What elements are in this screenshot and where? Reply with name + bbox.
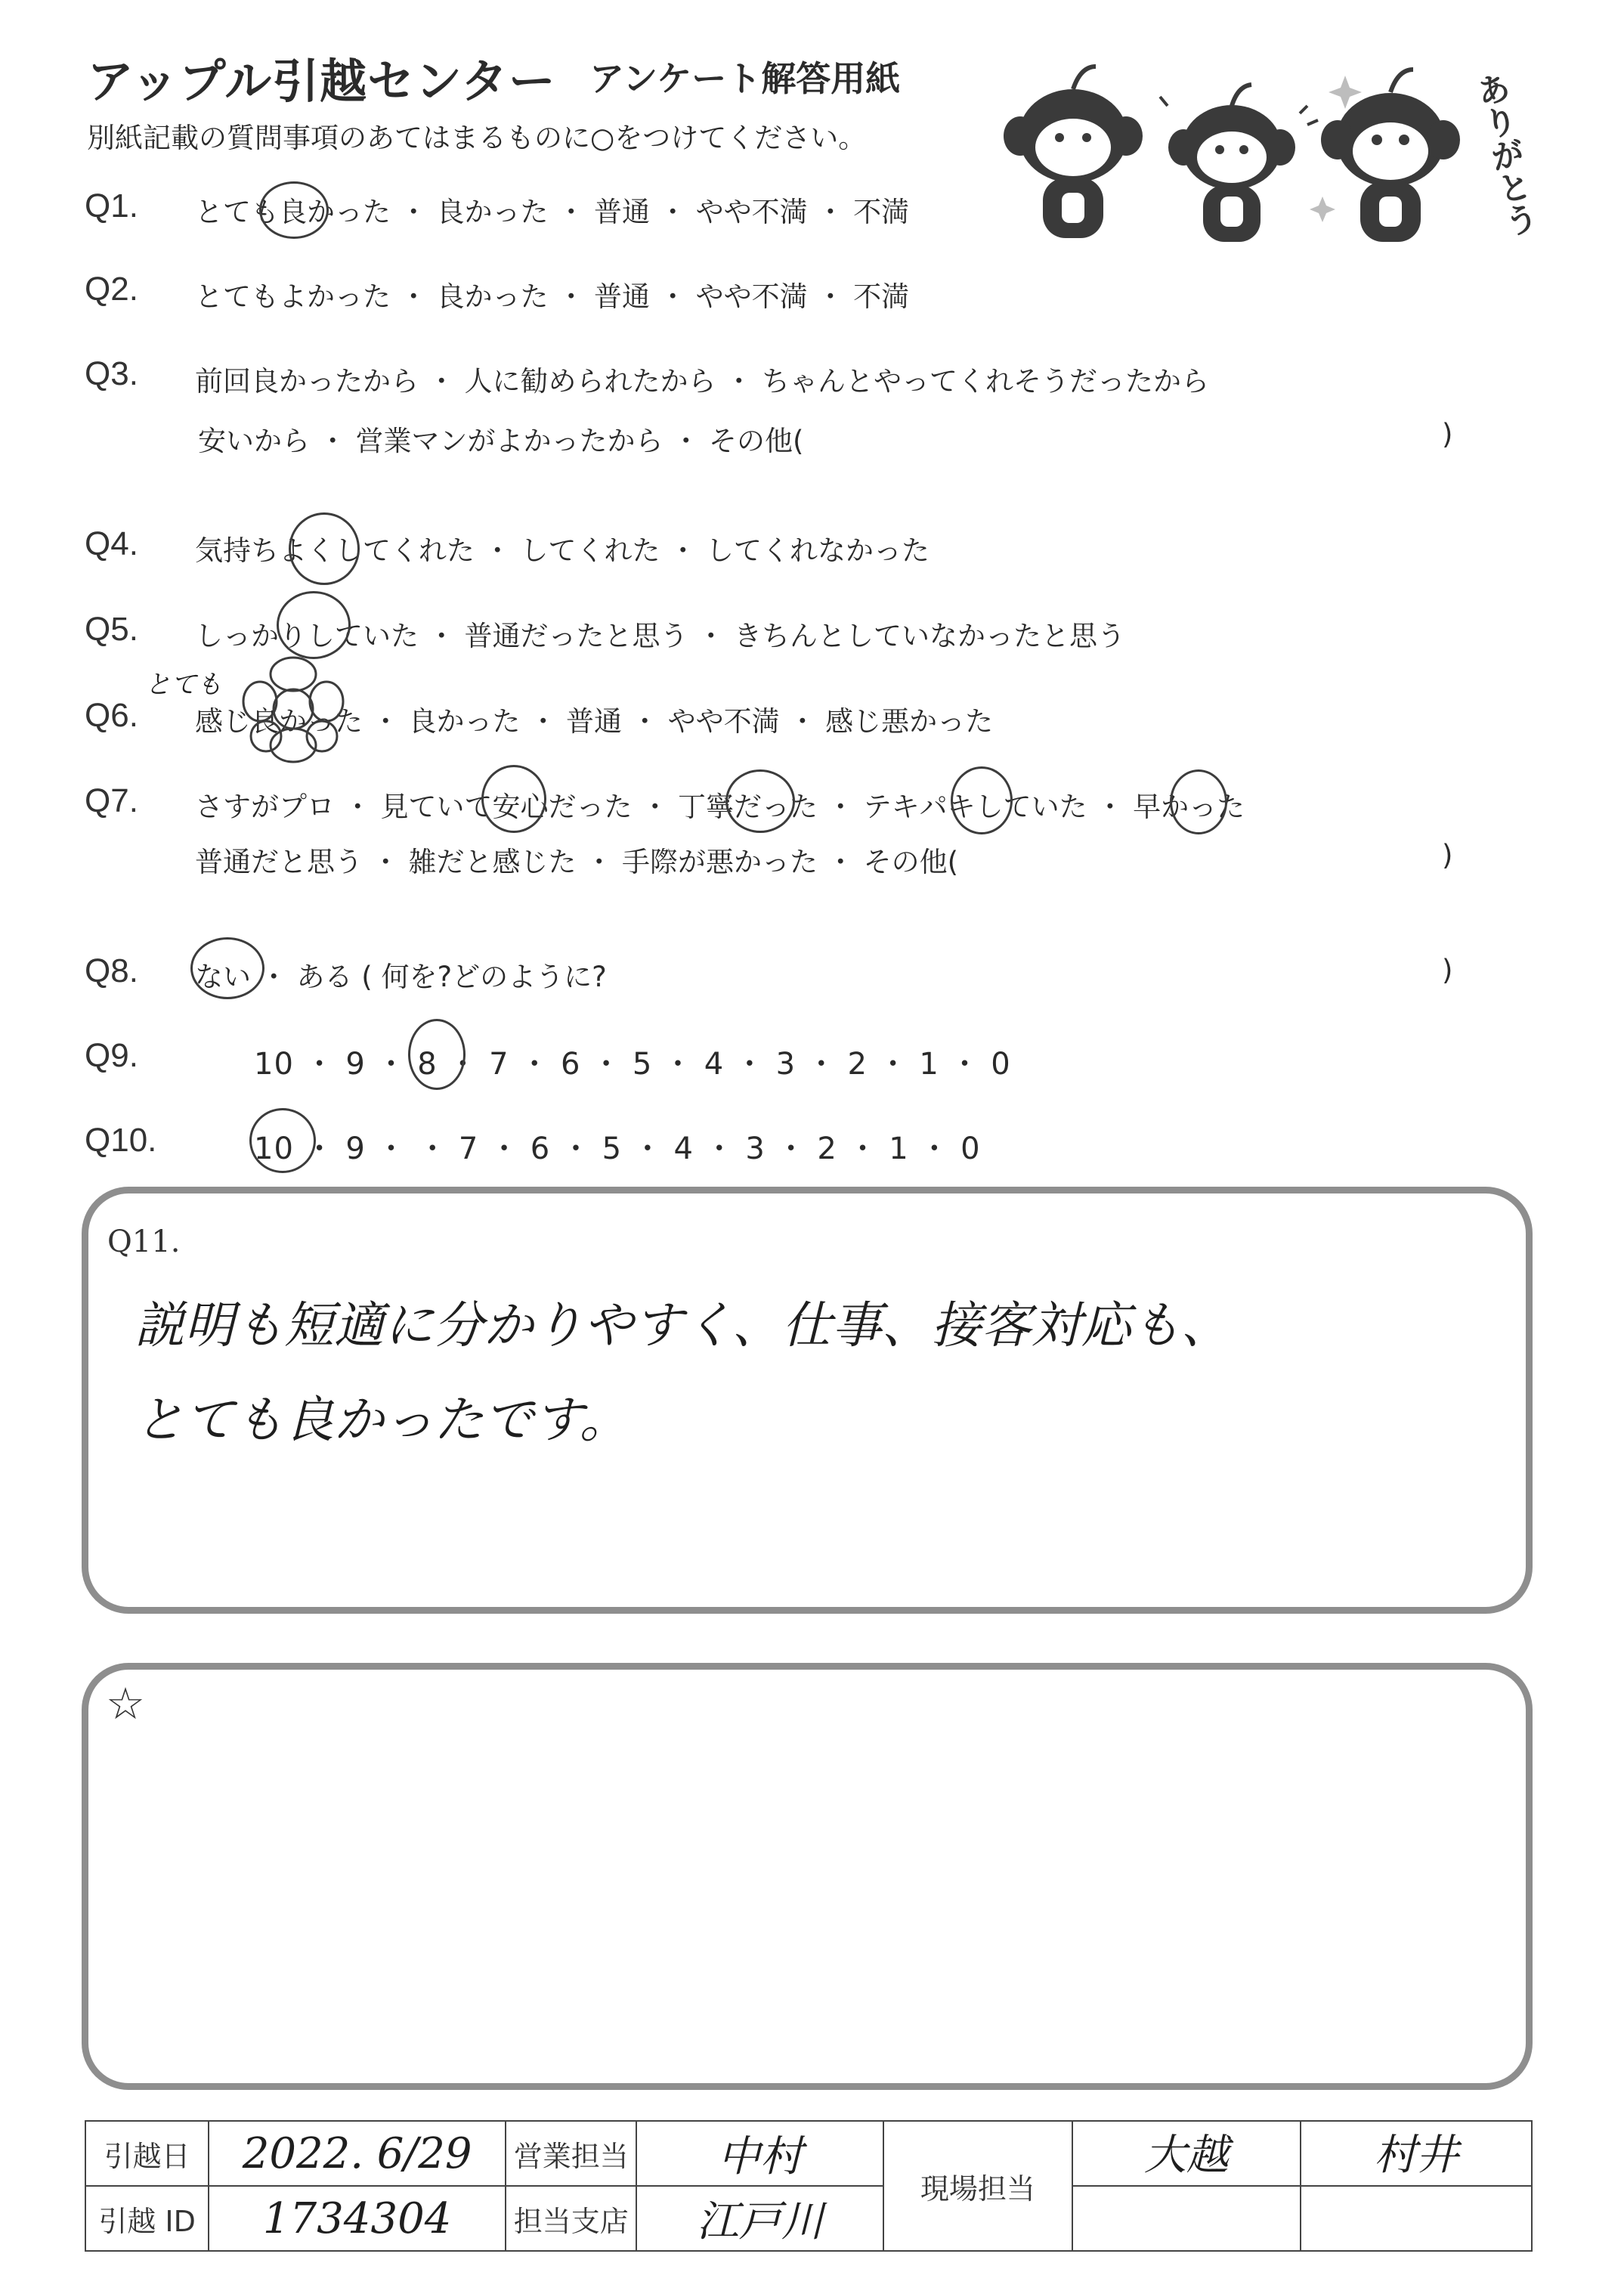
q5-options: しっかりしていた ・ 普通だったと思う ・ きちんとしていなかったと思う: [195, 620, 1126, 652]
form-title: アップル引越センター: [87, 54, 556, 109]
sales-person-value: 中村: [636, 2121, 883, 2186]
site-label: 現場担当: [883, 2121, 1072, 2251]
q8-label: Q8.: [85, 952, 138, 989]
q8-close-paren: ): [1442, 954, 1453, 986]
q7-answer-circle-tekipaki: [951, 766, 1013, 834]
q3-label: Q3.: [85, 355, 138, 392]
q8-options: ない ・ ある ( 何を?どのように?: [195, 961, 607, 993]
q3-close-paren: ): [1442, 418, 1453, 450]
site-person-2-empty: [1301, 2186, 1532, 2251]
mascot-illustration: [990, 53, 1474, 249]
q10-answer-circle: [249, 1108, 316, 1173]
q4-answer-circle: [289, 512, 360, 585]
q9-answer-circle: [408, 1019, 466, 1090]
info-table: [85, 2120, 1533, 2252]
mascot-thanks-text: ありがとう: [1468, 69, 1541, 240]
q10-label: Q10.: [85, 1122, 157, 1159]
q1-options: とても良かった ・ 良かった ・ 普通 ・ やや不満 ・ 不満: [195, 196, 910, 228]
q1-answer-circle: [259, 181, 329, 239]
branch-value: 江戸川: [636, 2186, 883, 2251]
move-date-label: 引越日: [85, 2121, 209, 2186]
sales-label: 営業担当: [506, 2121, 636, 2186]
q7-options-line2: 普通だと思う ・ 雑だと感じた ・ 手際が悪かった ・ その他(: [195, 846, 959, 878]
q1-label: Q1.: [85, 187, 138, 224]
branch-label: 担当支店: [506, 2186, 636, 2251]
q4-options: 気持ちよくしてくれた ・ してくれた ・ してくれなかった: [195, 534, 930, 567]
q3-options-line2: 安いから ・ 営業マンがよかったから ・ その他(: [198, 425, 804, 457]
q6-label: Q6.: [85, 697, 138, 734]
q2-label: Q2.: [85, 271, 138, 308]
site-person-1-empty: [1072, 2186, 1301, 2251]
q7-answer-circle-teinei: [725, 769, 795, 833]
q4-label: Q4.: [85, 525, 138, 562]
q10-scale: 10 ・ 9 ・ ・ 7 ・ 6 ・ 5 ・ 4 ・ 3 ・ 2 ・ 1 ・ 0: [254, 1132, 981, 1166]
q11-label: Q11.: [107, 1224, 181, 1259]
site-person-1-value: 大越: [1072, 2121, 1301, 2186]
free-comment-box: [82, 1663, 1533, 2090]
move-id-label: 引越 ID: [85, 2186, 209, 2251]
q7-label: Q7.: [85, 782, 138, 819]
q2-options: とてもよかった ・ 良かった ・ 普通 ・ やや不満 ・ 不満: [195, 280, 910, 313]
q8-answer-circle: [190, 937, 264, 999]
q7-answer-circle-hayai: [1170, 769, 1227, 834]
star-icon: ☆: [106, 1678, 145, 1729]
q3-options-line1: 前回良かったから ・ 人に勧められたから ・ ちゃんとやってくれそうだったから: [195, 365, 1210, 398]
q7-close-paren: ): [1442, 839, 1453, 871]
move-date-value: 2022. 6/29: [209, 2121, 506, 2186]
q11-answer-line1: 説明も短適に分かりやすく、仕事、接客対応も、: [135, 1296, 1231, 1354]
q5-label: Q5.: [85, 611, 138, 648]
q6-options: 感じ良かった ・ 良かった ・ 普通 ・ やや不満 ・ 感じ悪かった: [195, 705, 994, 738]
q6-handwritten-note: とても: [145, 670, 222, 700]
q7-options-line1: さすがプロ ・ 見ていて安心だった ・ 丁寧だった ・ テキパキしていた ・ 早かった: [195, 791, 1245, 823]
q11-answer-line2: とても良かったです。: [135, 1391, 629, 1449]
site-person-2-value: 村井: [1301, 2121, 1532, 2186]
instructions: 別紙記載の質問事項のあてはまるものに○をつけてください。: [87, 122, 867, 154]
q9-label: Q9.: [85, 1037, 138, 1074]
form-subtitle: アンケート解答用紙: [589, 58, 901, 99]
q7-answer-circle-anshin: [481, 765, 546, 833]
q9-scale: 10 ・ 9 ・ 8 ・ 7 ・ 6 ・ 5 ・ 4 ・ 3 ・ 2 ・ 1 ・ 0: [254, 1047, 1011, 1082]
move-id-value: 1734304: [209, 2186, 506, 2251]
q6-flower-mark: [240, 649, 346, 769]
